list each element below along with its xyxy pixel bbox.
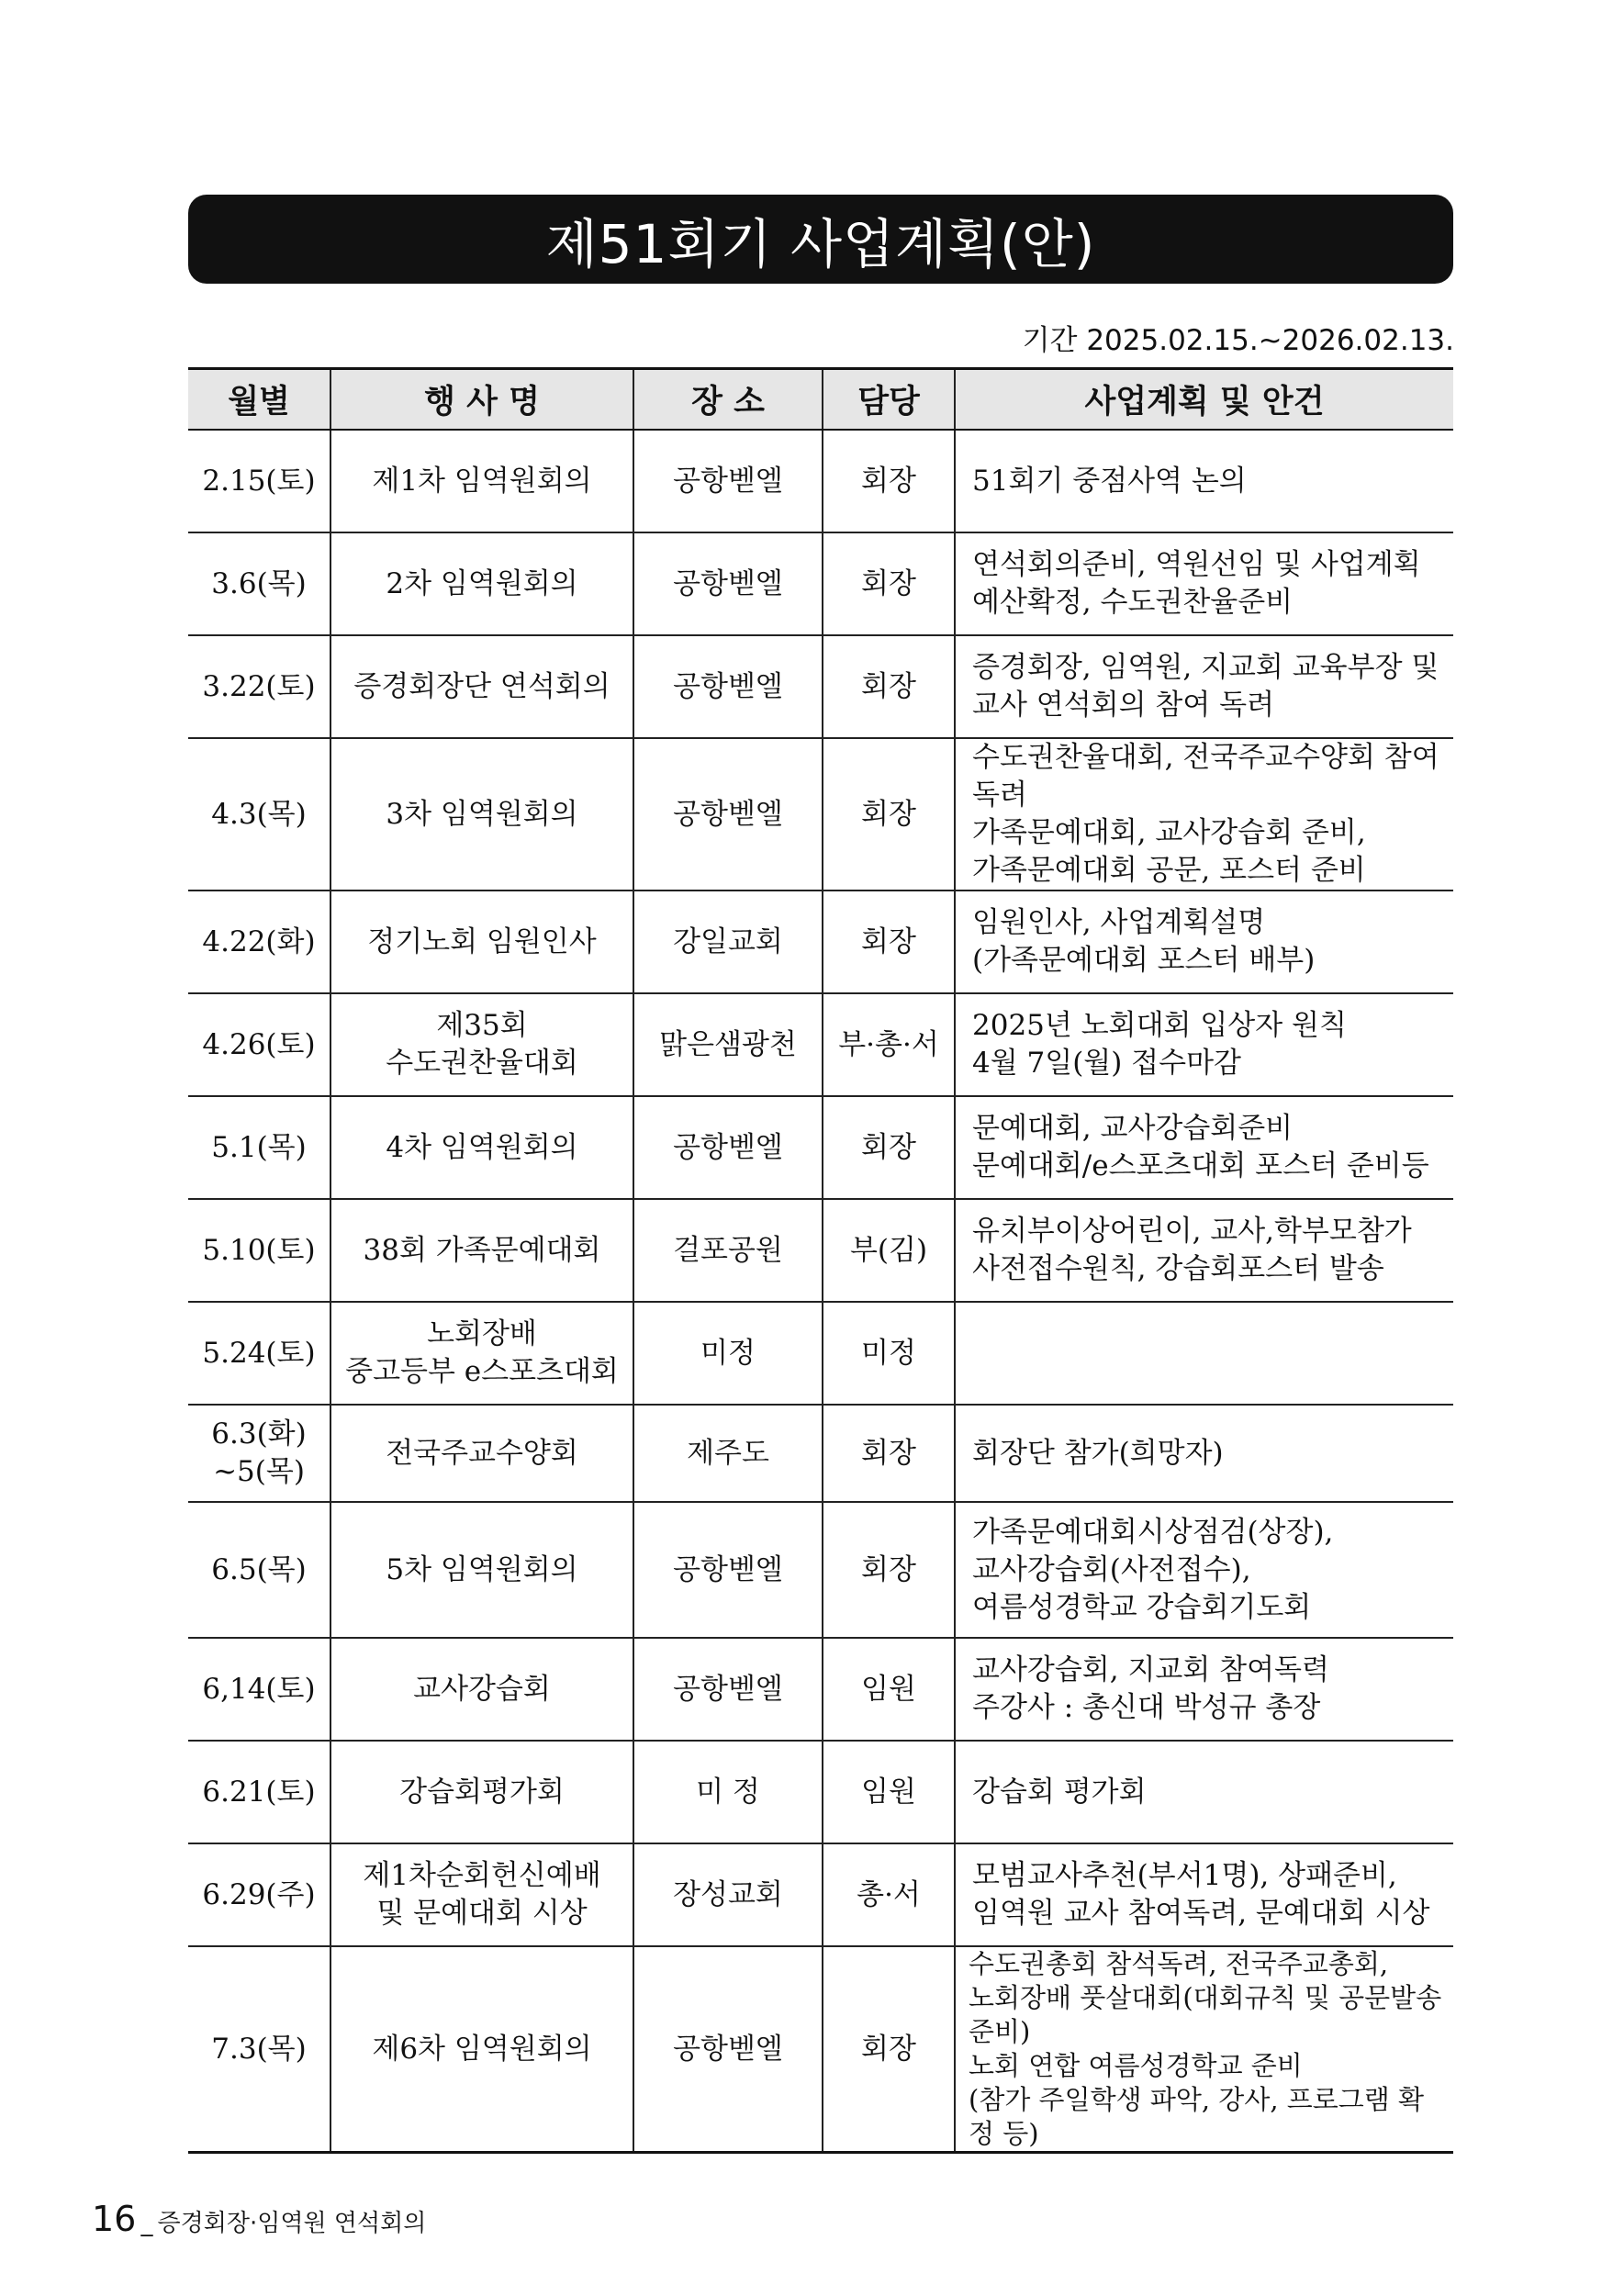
note-cell: [955, 1302, 1453, 1405]
table-row: [188, 1843, 1453, 1946]
place-cell: 공항벧엘: [633, 1946, 823, 2153]
period-label: 기간 2025.02.15.~2026.02.13.: [1022, 324, 1454, 357]
table-row: [188, 738, 1453, 891]
event-cell: 교사강습회: [330, 1638, 633, 1741]
footer-title: 증경회장·임역원 연석회의: [157, 2210, 427, 2237]
place-cell: 맑은샘광천: [633, 993, 823, 1096]
place-cell: 공항벧엘: [633, 738, 823, 891]
page-title: 제51회기 사업계획(안): [545, 212, 1096, 275]
table-row: [188, 1638, 1453, 1741]
note-cell: 51회기 중점사역 논의: [955, 430, 1453, 532]
month-cell: 5.24(토): [188, 1302, 330, 1405]
person-cell: 회장: [823, 1405, 955, 1502]
place-cell: 강일교회: [633, 891, 823, 993]
event-cell: 정기노회 임원인사: [330, 891, 633, 993]
page-footer: [92, 2199, 426, 2239]
place-cell: 공항벧엘: [633, 430, 823, 532]
event-cell: 전국주교수양회: [330, 1405, 633, 1502]
note-cell: 강습회 평가회: [955, 1741, 1453, 1843]
person-cell: 회장: [823, 891, 955, 993]
note-cell: 증경회장, 임역원, 지교회 교육부장 및 교사 연석회의 참여 독려: [955, 635, 1453, 738]
event-cell: 강습회평가회: [330, 1741, 633, 1843]
person-cell: 회장: [823, 1096, 955, 1199]
note-cell: 연석회의준비, 역원선임 및 사업계획 예산확정, 수도권찬율준비: [955, 532, 1453, 635]
footer-separator: _: [140, 2210, 153, 2237]
person-cell: 회장: [823, 1946, 955, 2153]
event-cell: 제6차 임역원회의: [330, 1946, 633, 2153]
event-cell: 4차 임역원회의: [330, 1096, 633, 1199]
header-person: 담당: [823, 369, 955, 431]
note-cell: 모범교사추천(부서1명), 상패준비, 임역원 교사 참여독려, 문예대회 시상: [955, 1843, 1453, 1946]
note-cell: 유치부이상어린이, 교사,학부모참가 사전접수원칙, 강습회포스터 발송: [955, 1199, 1453, 1302]
place-cell: 걸포공원: [633, 1199, 823, 1302]
month-cell: 3.22(토): [188, 635, 330, 738]
place-cell: 미정: [633, 1302, 823, 1405]
business-plan-table: [188, 367, 1453, 2154]
header-place: 장 소: [633, 369, 823, 431]
event-cell: 2차 임역원회의: [330, 532, 633, 635]
place-cell: 공항벧엘: [633, 635, 823, 738]
month-cell: 5.10(토): [188, 1199, 330, 1302]
table-row: [188, 1502, 1453, 1638]
month-cell: 2.15(토): [188, 430, 330, 532]
month-cell: 4.26(토): [188, 993, 330, 1096]
month-cell: 6.21(토): [188, 1741, 330, 1843]
place-cell: 공항벧엘: [633, 1502, 823, 1638]
place-cell: 공항벧엘: [633, 1096, 823, 1199]
header-month: 월별: [188, 369, 330, 431]
table-row: [188, 1302, 1453, 1405]
event-cell: 3차 임역원회의: [330, 738, 633, 891]
title-banner: [188, 195, 1453, 284]
note-cell: 2025년 노회대회 입상자 원칙 4월 7일(월) 접수마감: [955, 993, 1453, 1096]
place-cell: 장성교회: [633, 1843, 823, 1946]
table-row: [188, 1096, 1453, 1199]
place-cell: 미 정: [633, 1741, 823, 1843]
event-cell: 제1차순회헌신예배 및 문예대회 시상: [330, 1843, 633, 1946]
person-cell: 부(김): [823, 1199, 955, 1302]
person-cell: 회장: [823, 532, 955, 635]
month-cell: 4.22(화): [188, 891, 330, 993]
month-cell: 6.5(목): [188, 1502, 330, 1638]
header-note: 사업계획 및 안건: [955, 369, 1453, 431]
event-cell: 5차 임역원회의: [330, 1502, 633, 1638]
note-cell: 수도권찬율대회, 전국주교수양회 참여독려 가족문예대회, 교사강습회 준비, 가족문예대회 공문, 포스터 준비: [955, 738, 1453, 891]
person-cell: 임원: [823, 1741, 955, 1843]
event-cell: 증경회장단 연석회의: [330, 635, 633, 738]
table-row: [188, 635, 1453, 738]
page-number: 16: [92, 2199, 137, 2239]
month-cell: 6.3(화) ~5(목): [188, 1405, 330, 1502]
event-cell: 노회장배 중고등부 e스포츠대회: [330, 1302, 633, 1405]
place-cell: 공항벧엘: [633, 1638, 823, 1741]
place-cell: 제주도: [633, 1405, 823, 1502]
note-cell: 가족문예대회시상점검(상장), 교사강습회(사전접수), 여름성경학교 강습회기도회: [955, 1502, 1453, 1638]
note-cell: 임원인사, 사업계획설명 (가족문예대회 포스터 배부): [955, 891, 1453, 993]
header-event: 행 사 명: [330, 369, 633, 431]
note-cell: 수도권총회 참석독려, 전국주교총회, 노회장배 풋살대회(대회규칙 및 공문발송 준비) 노회 연합 여름성경학교 준비 (참가 주일학생 파악, 강사, 프로그램 확정 등): [955, 1946, 1453, 2153]
table-row: [188, 1405, 1453, 1502]
month-cell: 5.1(목): [188, 1096, 330, 1199]
note-cell: 교사강습회, 지교회 참여독력 주강사 : 총신대 박성규 총장: [955, 1638, 1453, 1741]
place-cell: 공항벧엘: [633, 532, 823, 635]
table-row: [188, 532, 1453, 635]
event-cell: 38회 가족문예대회: [330, 1199, 633, 1302]
month-cell: 6,14(토): [188, 1638, 330, 1741]
month-cell: 4.3(목): [188, 738, 330, 891]
table-row: [188, 1199, 1453, 1302]
month-cell: 3.6(목): [188, 532, 330, 635]
event-cell: 제1차 임역원회의: [330, 430, 633, 532]
person-cell: 임원: [823, 1638, 955, 1741]
month-cell: 7.3(목): [188, 1946, 330, 2153]
note-cell: 회장단 참가(희망자): [955, 1405, 1453, 1502]
table-row: [188, 1946, 1453, 2153]
person-cell: 미정: [823, 1302, 955, 1405]
table-row: [188, 430, 1453, 532]
table-row: [188, 993, 1453, 1096]
person-cell: 회장: [823, 1502, 955, 1638]
note-cell: 문예대회, 교사강습회준비 문예대회/e스포츠대회 포스터 준비등: [955, 1096, 1453, 1199]
month-cell: 6.29(주): [188, 1843, 330, 1946]
person-cell: 회장: [823, 738, 955, 891]
person-cell: 부·총·서: [823, 993, 955, 1096]
table-row: [188, 891, 1453, 993]
event-cell: 제35회 수도권찬율대회: [330, 993, 633, 1096]
person-cell: 회장: [823, 635, 955, 738]
table-header-row: [188, 369, 1453, 431]
table-row: [188, 1741, 1453, 1843]
person-cell: 회장: [823, 430, 955, 532]
person-cell: 총·서: [823, 1843, 955, 1946]
